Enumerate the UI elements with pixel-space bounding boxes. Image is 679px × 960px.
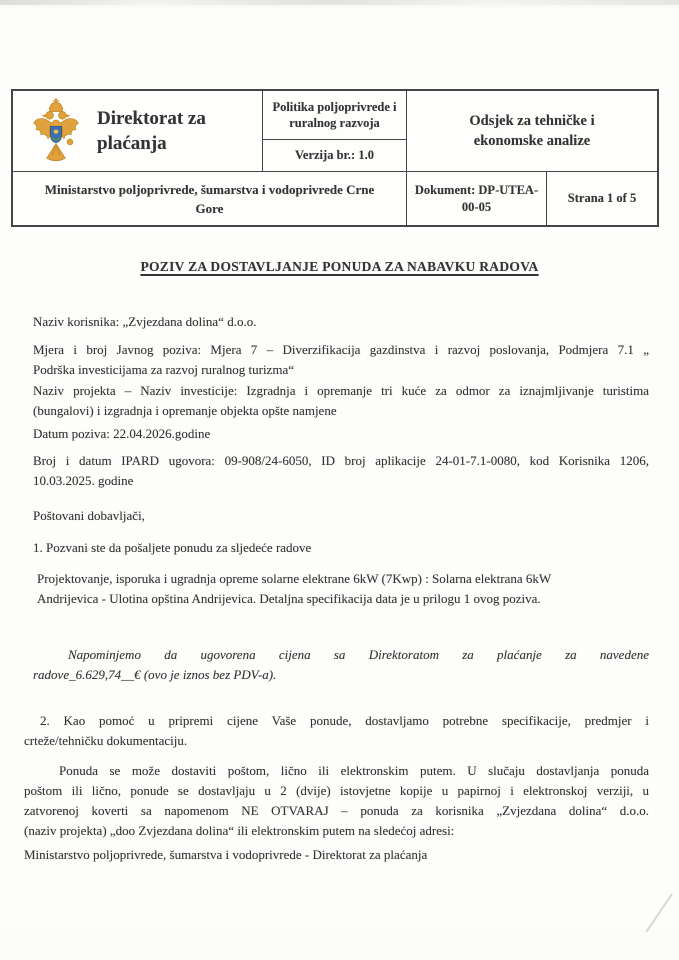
paragraph-datum-poziva: Datum poziva: 22.04.2026.godine <box>33 426 211 441</box>
text-line: zatvorenoj koverti sa napomenom NE OTVARAJ – ponuda za korisnika „Zvjezdana dolina“ d.o.o. <box>24 803 649 818</box>
paragraph-mjera-javnog-poziva <box>33 340 649 380</box>
document-title: POZIV ZA DOSTAVLJANJE PONUDA ZA NABAVKU RADOVA <box>140 259 539 274</box>
org-title-line2: plaćanja <box>97 133 167 154</box>
department-line2: ekonomske analize <box>473 133 591 149</box>
paragraph-naziv-korisnika: Naziv korisnika: „Zvjezdana dolina“ d.o.o. <box>33 314 257 329</box>
text-line: Andrijevica - Ulotina opština Andrijevica. Detaljna specifikacija data je u prilogu 1 ovog poziva. <box>37 591 541 606</box>
text-line: (bungalovi) i izgradnja i opremanje objekta opšte namjene <box>33 403 337 418</box>
ministry-line1: Ministarstvo poljoprivrede, šumarstva i vodoprivrede Crne <box>44 181 375 197</box>
montenegro-coat-of-arms-icon <box>30 98 82 164</box>
text-line: Naziv projekta – Naziv investicije: Izgradnja i opremanje tri kuće za odmor za iznajmljivanje turistima <box>33 383 649 398</box>
paragraph-naziv-projekta <box>33 381 649 421</box>
text-line: Broj i datum IPARD ugovora: 09-908/24-6050, ID broj aplikacije 24-01-7.1-0080, kod Korisnika 1206, <box>33 453 649 468</box>
text-line: Podrška investicijama za razvoj ruralnog turizma“ <box>33 362 294 377</box>
paragraph-price-note <box>33 645 649 685</box>
text-line: poštom ili lično, ponude se dostavljaju u 2 (dvije) istovjetne kopije u papirnoj i elektronskoj verziji, u <box>24 783 649 798</box>
text-line: crteže/tehničku dokumentaciju. <box>24 733 188 748</box>
version-label: Verzija br.: 1.0 <box>295 148 374 162</box>
header-cell-version <box>263 140 407 172</box>
text-line: 2. Kao pomoć u pripremi cijene Vaše ponude, dostavljamo potrebne specifikacije, predmjer i <box>40 713 649 728</box>
text-line: (naziv projekta) „doo Zvjezdana dolina“ ili elektronskim putem na sledećoj adresi: <box>24 823 455 838</box>
header-cell-ministry <box>13 172 407 225</box>
paragraph-works-description <box>33 569 653 609</box>
scan-scratch-artifact <box>646 893 673 932</box>
paragraph-delivery-instructions <box>24 761 649 841</box>
text-line: radove_6.629,74__€ (ovo je iznos bez PDV-a). <box>33 667 277 682</box>
policy-line2: ruralnog razvoja <box>289 116 380 130</box>
department-line1: Odsjek za tehničke i <box>469 113 595 129</box>
document-code-line1: Dokument: DP-UTEA- <box>414 182 539 197</box>
header-cell-policy <box>263 91 407 140</box>
org-title <box>97 106 237 156</box>
page-number-label: Strana 1 of 5 <box>567 191 637 205</box>
paragraph-ipard-ugovor <box>33 451 649 491</box>
org-title-line1: Direktorat za <box>97 108 206 129</box>
paragraph-ministry-address: Ministarstvo poljoprivrede, šumarstva i vodoprivrede - Direktorat za plaćanja <box>24 847 428 862</box>
scan-noise-top <box>0 0 679 5</box>
paragraph-item-2 <box>24 711 649 751</box>
paragraph-salutation: Poštovani dobavljači, <box>33 508 145 523</box>
text-line: 10.03.2025. godine <box>33 473 134 488</box>
header-table <box>11 89 659 227</box>
text-line: Projektovanje, isporuka i ugradnja opreme solarne elektrane 6kW (7Kwp) : Solarna elektrana 6kW <box>37 571 552 586</box>
paragraph-item-1: 1. Pozvani ste da pošaljete ponudu za sljedeće radove <box>33 540 312 555</box>
ministry-line2: Gore <box>195 200 224 216</box>
header-cell-page-number <box>547 172 657 225</box>
text-line: Napominjemo da ugovorena cijena sa Direktoratom za plaćanje za navedene <box>68 647 649 662</box>
policy-line1: Politika poljoprivrede i <box>272 100 397 114</box>
text-line: Mjera i broj Javnog poziva: Mjera 7 – Diverzifikacija gazdinstva i razvoj poslovanja, Podmjera 7.1 „ <box>33 342 649 357</box>
header-cell-directorate <box>13 91 263 172</box>
document-code-line2: 00-05 <box>461 199 492 214</box>
header-cell-department <box>407 91 657 172</box>
text-line: Ponuda se može dostaviti poštom, lično ili elektronskim putem. U slučaju dostavljanja ponuda <box>59 763 649 778</box>
header-cell-document-code <box>407 172 547 225</box>
